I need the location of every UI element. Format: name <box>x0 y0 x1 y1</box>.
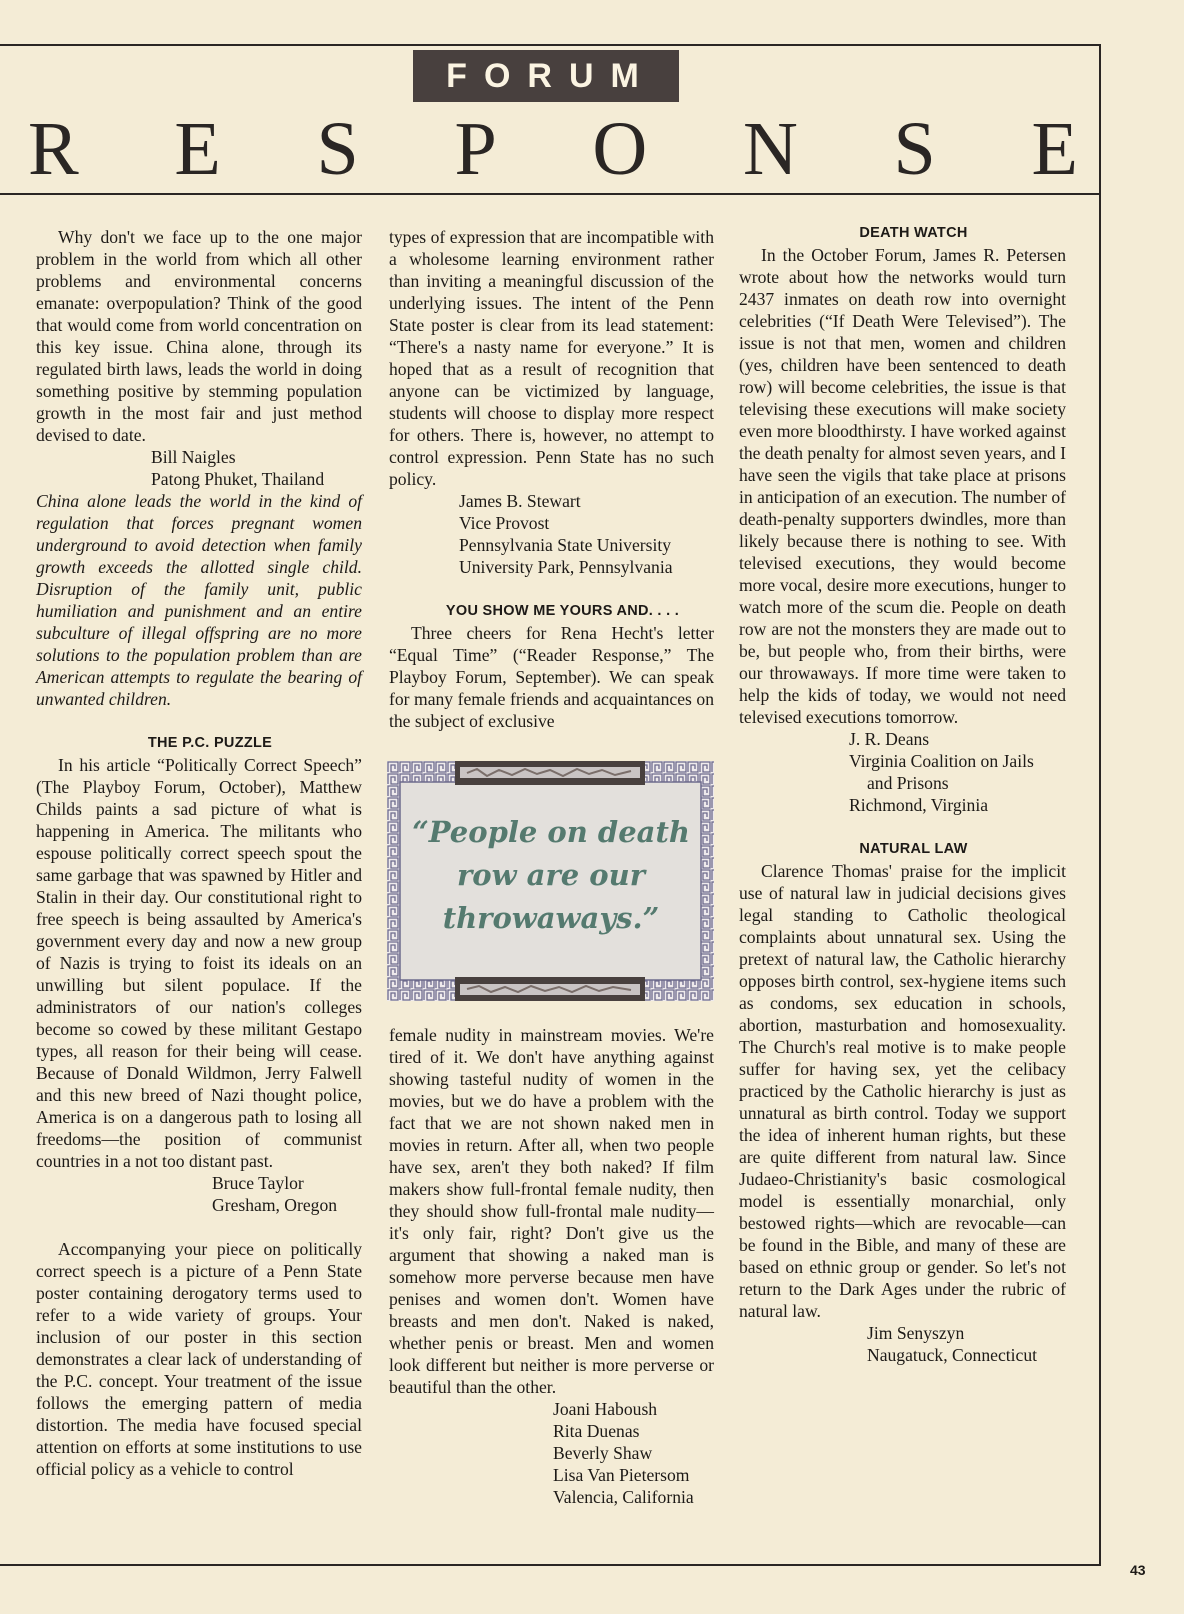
header-divider <box>0 193 1101 195</box>
signature-place: Gresham, Oregon <box>212 1195 338 1215</box>
frame-bottom-rule <box>0 1564 1101 1566</box>
signature-line: Rita Duenas <box>553 1421 640 1441</box>
signature-name: Bill Naigles <box>151 447 236 467</box>
signature-line: Vice Provost <box>459 513 550 533</box>
signature-line: Valencia, California <box>553 1487 694 1507</box>
column-2 <box>389 226 714 732</box>
letter-body: types of expression that are incompatible with a wholesome learning environment rather than inviting a meaningful discussion of the underlying issues. The intent of the Penn State poster is clear from its lead statement: “There's a nasty name for everyone.” It is hoped that as a result of recognition that anyone can be victimized by language, students will choose to display more respect for others. There is, however, no attempt to control expression. Penn State has no such policy. <box>389 227 714 489</box>
signature-line: Lisa Van Pietersom <box>553 1465 690 1485</box>
response-letter: R <box>28 106 79 191</box>
letter-body: Three cheers for Rena Hecht's letter “Equal Time” (“Reader Response,” The Playboy Forum, September). We can speak for many female friends and acquaintances on the subject of exclusive <box>389 623 714 731</box>
signature-name: Bruce Taylor <box>212 1173 304 1193</box>
signature-line: James B. Stewart <box>459 491 581 511</box>
pull-quote-text: “People on death row are our throwaways.” <box>412 815 690 935</box>
section-heading: THE P.C. PUZZLE <box>147 735 273 751</box>
signature-line: Virginia Coalition on Jails <box>849 751 1034 771</box>
letter-body: In his article “Politically Correct Speech” (The Playboy Forum, October), Matthew Childs paints a sad picture of what is happening in America. The militants who espouse politically correct speech spout the same garbage that was spawned by Hitler and Stalin in their day. Our constitutional right to free speech is being assaulted by America's government every day and now a new group of Nazis is trying to foist its ideals on an unwilling but silent populace. If the administrators of our nation's colleges become so cowed by these militant Gestapo types, all reason for their being will cease. Because of Donald Wildmon, Jerry Falwell and this new breed of Nazi thought police, America is on a dangerous path to losing all freedoms—the position of communist countries in a not too distant past. <box>36 755 362 1171</box>
section-heading: NATURAL LAW <box>859 841 968 857</box>
signature-line: Richmond, Virginia <box>849 795 989 815</box>
signature-line: Naugatuck, Connecticut <box>867 1345 1038 1365</box>
signature-line: Joani Haboush <box>553 1399 658 1419</box>
response-letter: P <box>454 106 497 191</box>
signature-line: University Park, Pennsylvania <box>459 557 673 577</box>
editor-reply: China alone leads the world in the kind of regulation that forces pregnant women underground to avoid detection when family growth exceeds the allotted single child. Disruption of the family unit, public humiliation and punishment and an entire subculture of illegal offspring are no more solutions to the population problem than are American attempts to regulate the bearing of unwanted children. <box>36 491 362 709</box>
signature-line: Pennsylvania State University <box>459 535 672 555</box>
response-title <box>28 108 1078 190</box>
frame-top-rule <box>0 44 1101 46</box>
section-heading: YOU SHOW ME YOURS AND. . . . <box>445 603 680 619</box>
letter-body: Why don't we face up to the one major problem in the world from which all other problems and environmental concerns emanate: overpopulation? Think of the good that would come from world concentration on this key issue. China alone, through its regulated birth laws, leads the world in doing something positive by stemming population growth in the most fair and just method devised to date. <box>36 227 362 445</box>
forum-label: FORUM <box>413 50 679 102</box>
section-heading: DEATH WATCH <box>859 225 968 241</box>
letter-body: Accompanying your piece on politically correct speech is a picture of a Penn State poster containing derogatory terms used to refer to a wide variety of groups. Your inclusion of our poster in this section demonstrates a clear lack of understanding of the P.C. concept. Your treatment of the issue follows the emerging pattern of media distortion. The media have focused special attention on efforts at some institutions to use official policy as a vehicle to control <box>36 1239 362 1479</box>
pull-quote-box <box>387 761 714 1001</box>
signature-place: Patong Phuket, Thailand <box>151 469 325 489</box>
signature-line: Jim Senyszyn <box>867 1323 965 1343</box>
signature-line: J. R. Deans <box>849 729 930 749</box>
response-letter: O <box>592 106 648 191</box>
response-letter: S <box>893 106 936 191</box>
letter-body: Clarence Thomas' praise for the implicit use of natural law in judicial decisions gives legal standing to Catholic theological complaints about unnatural sex. Using the pretext of natural law, the Catholic hierarchy opposes birth control, sex-hygiene items such as condoms, sex education in schools, abortion, masturbation and homosexuality. The Church's real motive is to make people suffer for having sex, yet the celibacy practiced by the Catholic hierarchy is just as unnatural as birth control. Today we support the idea of inherent human rights, but these are quite different from natural law. Since Judaeo-Christianity's basic cosmological model is essentially monarchial, only bestowed rights—which are revocable—can be found in the Bible, and many of these are based on ethnic group or gender. So let's not return to the Dark Ages under the rubric of natural law. <box>739 861 1066 1321</box>
page-number: 43 <box>1130 1562 1146 1578</box>
response-letter: S <box>316 106 359 191</box>
letter-body: female nudity in mainstream movies. We're tired of it. We don't have anything against showing tasteful nudity of women in the movies, but we do have a problem with the fact that we are not shown naked men in movies in return. After all, when two people have sex, aren't they both naked? If film makers show full-frontal female nudity, then they should show full-frontal male nudity—it's only fair, right? Don't give us the argument that showing a naked man is somehow more perverse because men have penises and women don't. Women have breasts and men don't. Naked is naked, whether penis or breast. Men and women look different but neither is more perverse or beautiful than the other. <box>389 1025 714 1397</box>
response-letter: E <box>1031 106 1078 191</box>
letter-body: In the October Forum, James R. Petersen wrote about how the networks would turn 2437 inmates on death row into overnight celebrities (“If Death Were Televised”). The issue is not that men, women and children (yes, children have been sentenced to death row) will become celebrities, the issue is that televising these executions will make society even more bloodthirsty. I have worked against the death penalty for almost seven years, and I have seen the vigils that take place at prisons in anticipation of an execution. The number of death-penalty supporters dwindles, more than likely because there is nothing to see. With televised executions, they would become more vocal, desire more executions, hunger to watch more of the scum die. People on death row are not the monsters they are made out to be, but people who, from their births, were our throwaways. If more time were taken to help the kids of today, we would not need televised executions tomorrow. <box>739 245 1067 727</box>
response-letter: E <box>174 106 221 191</box>
signature-line: and Prisons <box>867 773 949 793</box>
column-1 <box>36 226 362 1480</box>
column-2-continued <box>389 1024 714 1508</box>
column-3 <box>739 222 1066 1366</box>
response-letter: N <box>742 106 798 191</box>
signature-line: Beverly Shaw <box>553 1443 653 1463</box>
frame-right-rule <box>1099 44 1101 1566</box>
